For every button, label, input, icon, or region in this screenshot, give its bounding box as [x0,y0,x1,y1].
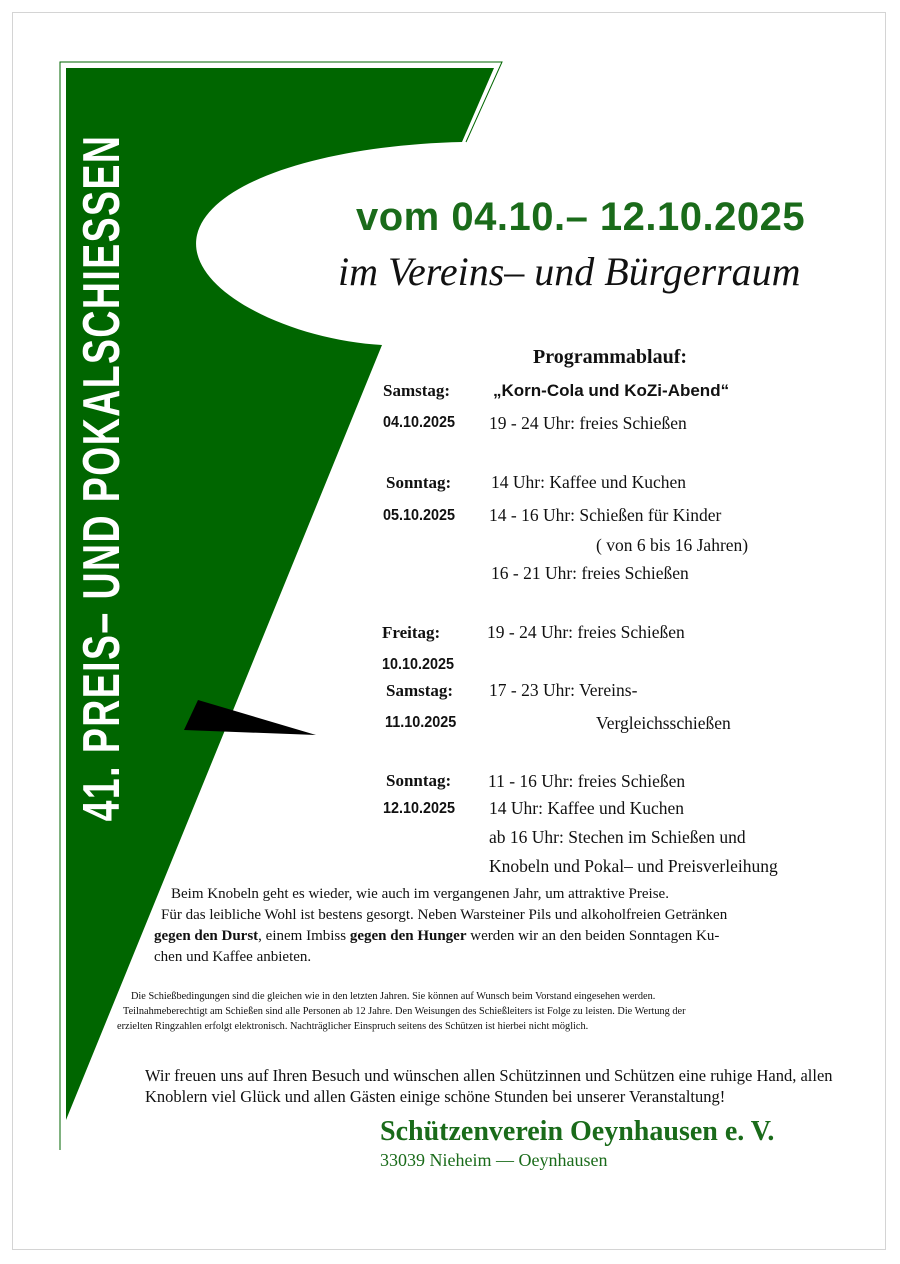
date-sun2: 12.10.2025 [383,800,456,817]
vertical-event-title: 41. PREIS– UND POKALSCHIESSEN [73,134,131,822]
program-heading: Programmablauf: [533,346,688,368]
day-label-sun1: Sonntag: [386,473,452,492]
event-sun1-2: 14 - 16 Uhr: Schießen für Kinder [489,505,722,525]
club-name: Schützenverein Oeynhausen e. V. [380,1116,775,1147]
info-line-4: chen und Kaffee anbieten. [154,949,312,965]
date-sun1: 05.10.2025 [383,507,456,524]
event-sat1-1: 19 - 24 Uhr: freies Schießen [489,413,687,433]
day-label-fri: Freitag: [382,623,441,642]
day-label-sat1: Samstag: [383,381,451,400]
date-fri: 10.10.2025 [382,656,455,673]
event-venue: im Vereins– und Bürgerraum [338,249,801,294]
day-label-sun2: Sonntag: [386,771,452,790]
event-sun2-2: 14 Uhr: Kaffee und Kuchen [489,798,685,818]
date-sat2: 11.10.2025 [385,714,457,731]
closing-text: Wir freuen uns auf Ihren Besuch und wünschen allen Schützinnen und Schützen eine ruhige Hand, allen Knoblern viel Glück und allen Gästen einige schöne Stunden bei unserer Veranstaltung! [145,1066,833,1106]
info-line-3: gegen den Durst, einem Imbiss gegen den Hunger werden wir an den beiden Sonntagen Ku- [154,928,720,944]
motto-sat1: „Korn-Cola und KoZi-Abend“ [493,381,730,400]
event-dates: vom 04.10.– 12.10.2025 [356,195,806,239]
conditions-line-2: Teilnahmeberechtigt am Schießen sind alle Personen ab 12 Jahre. Den Weisungen des Schießleiters ist Folge zu leisten. Die Wertung der [123,1006,686,1017]
date-sat1: 04.10.2025 [383,414,456,431]
event-sun2-3: ab 16 Uhr: Stechen im Schießen und [489,827,746,847]
day-label-sat2: Samstag: [386,681,454,700]
event-sun1-1: 14 Uhr: Kaffee und Kuchen [491,472,687,492]
club-address: 33039 Nieheim — Oeynhausen [380,1150,608,1170]
info-line-1: Beim Knobeln geht es wieder, wie auch im vergangenen Jahr, um attraktive Preise. [171,886,669,902]
event-sat2-1: 17 - 23 Uhr: Vereins- [489,680,638,700]
event-sat2-2: Vergleichsschießen [596,713,731,733]
black-wedge [184,700,316,735]
event-sun1-3: ( von 6 bis 16 Jahren) [596,535,749,555]
info-line-2: Für das leibliche Wohl ist bestens gesorgt. Neben Warsteiner Pils und alkoholfreien Getränken [161,907,728,923]
conditions-line-1: Die Schießbedingungen sind die gleichen wie in den letzten Jahren. Sie können auf Wunsch beim Vorstand eingesehen werden. [131,991,656,1002]
event-fri-1: 19 - 24 Uhr: freies Schießen [487,622,685,642]
conditions-line-3: erzielten Ringzahlen erfolgt elektronisch. Nachträglicher Einspruch seitens des Schützen ist hierbei nicht möglich. [117,1021,589,1032]
event-sun1-4: 16 - 21 Uhr: freies Schießen [491,563,689,583]
event-sun2-4: Knobeln und Pokal– und Preisverleihung [489,856,778,876]
event-sun2-1: 11 - 16 Uhr: freies Schießen [488,771,686,791]
